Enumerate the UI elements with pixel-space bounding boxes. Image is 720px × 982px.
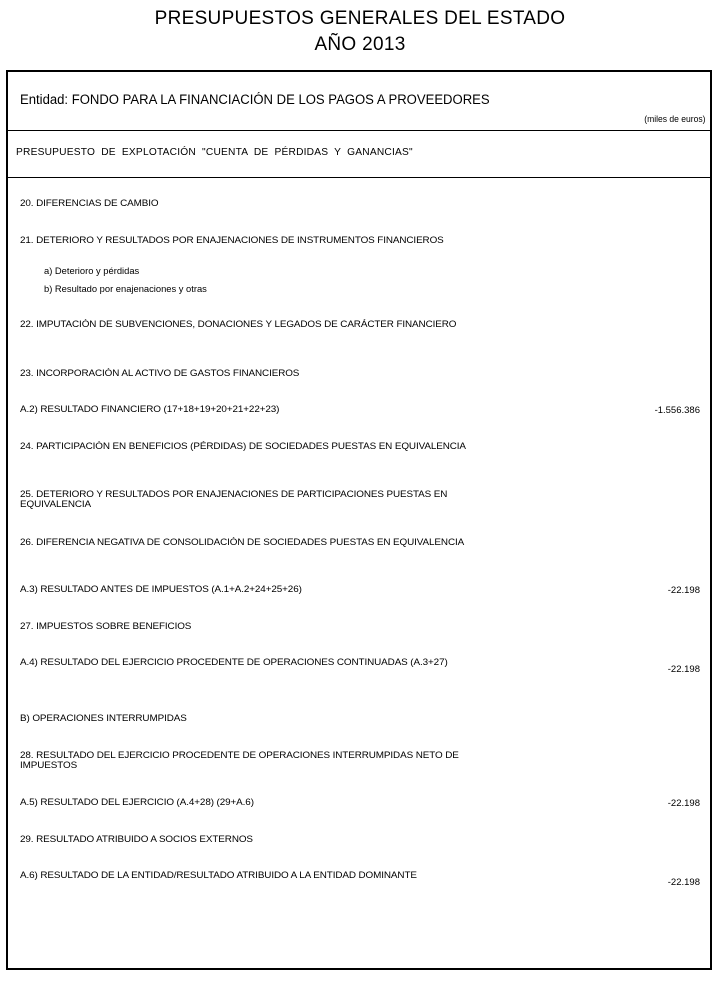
row-value: -1.556.386 — [654, 405, 700, 416]
row-value: -22.198 — [667, 877, 700, 888]
row-label: 21. DETERIORO Y RESULTADOS POR ENAJENACIONES DE INSTRUMENTOS FINANCIEROS — [20, 235, 444, 246]
budget-table — [6, 70, 712, 970]
report-year: AÑO 2013 — [314, 34, 406, 55]
row-label: 22. IMPUTACIÓN DE SUBVENCIONES, DONACIONES Y LEGADOS DE CARÁCTER FINANCIERO — [20, 319, 457, 330]
entity-section — [8, 72, 710, 131]
row-label: 29. RESULTADO ATRIBUIDO A SOCIOS EXTERNOS — [20, 834, 253, 845]
row-label: b) Resultado por enajenaciones y otras — [44, 284, 207, 294]
row-value: -22.198 — [667, 664, 700, 675]
row-label: 27. IMPUESTOS SOBRE BENEFICIOS — [20, 621, 192, 632]
row-value: -22.198 — [667, 798, 700, 809]
entity-name: Entidad: FONDO PARA LA FINANCIACIÓN DE LOS PAGOS A PROVEEDORES — [20, 92, 490, 107]
statement-title: PRESUPUESTO DE EXPLOTACIÓN "CUENTA DE PÉRDIDAS Y GANANCIAS" — [16, 147, 413, 158]
row-label: A.6) RESULTADO DE LA ENTIDAD/RESULTADO ATRIBUIDO A LA ENTIDAD DOMINANTE — [20, 870, 417, 881]
statement-section — [8, 130, 710, 178]
report-header — [0, 6, 720, 58]
row-label: A.2) RESULTADO FINANCIERO (17+18+19+20+21+22+23) — [20, 404, 280, 415]
row-label: 24. PARTICIPACIÓN EN BENEFICIOS (PÉRDIDAS) DE SOCIEDADES PUESTAS EN EQUIVALENCIA — [20, 441, 466, 452]
report-title: PRESUPUESTOS GENERALES DEL ESTADO — [154, 8, 566, 29]
row-label: B) OPERACIONES INTERRUMPIDAS — [20, 713, 187, 724]
row-label: A.5) RESULTADO DEL EJERCICIO (A.4+28) (29+A.6) — [20, 797, 254, 808]
row-label: A.4) RESULTADO DEL EJERCICIO PROCEDENTE DE OPERACIONES CONTINUADAS (A.3+27) — [20, 657, 448, 668]
row-label: 20. DIFERENCIAS DE CAMBIO — [20, 198, 159, 209]
row-label: 23. INCORPORACIÓN AL ACTIVO DE GASTOS FINANCIEROS — [20, 368, 300, 379]
units-note: (miles de euros) — [644, 114, 706, 124]
row-label: A.3) RESULTADO ANTES DE IMPUESTOS (A.1+A.2+24+25+26) — [20, 584, 302, 595]
row-label: a) Deterioro y pérdidas — [44, 266, 140, 276]
row-value: -22.198 — [667, 585, 700, 596]
row-label: 28. RESULTADO DEL EJERCICIO PROCEDENTE DE OPERACIONES INTERRUMPIDAS NETO DE IMPUESTOS — [20, 750, 459, 771]
row-label: 26. DIFERENCIA NEGATIVA DE CONSOLIDACIÓN DE SOCIEDADES PUESTAS EN EQUIVALENCIA — [20, 537, 465, 548]
row-label: 25. DETERIORO Y RESULTADOS POR ENAJENACIONES DE PARTICIPACIONES PUESTAS EN EQUIVALENCIA — [20, 489, 448, 510]
